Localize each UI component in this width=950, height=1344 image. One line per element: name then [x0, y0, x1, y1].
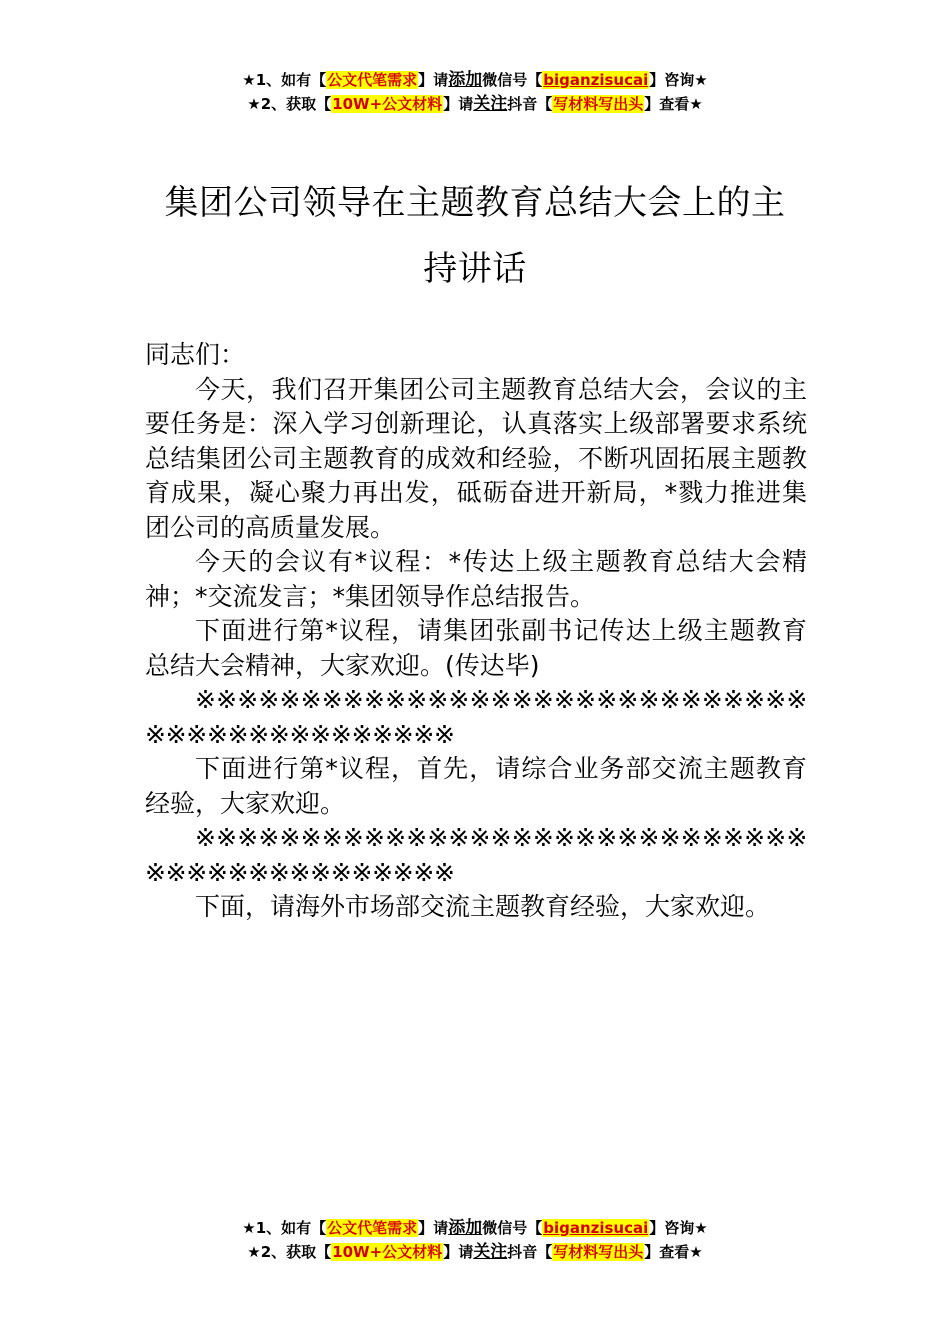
footer-banner-line-2: ★2、获取【10W+公文材料】请关注抖音【写材料写出头】查看★ [247, 1242, 703, 1262]
header-emphasis-follow: 关注 [473, 94, 508, 114]
footer-banner [0, 1216, 950, 1264]
header-highlight-service: 公文代笔需求 [327, 71, 418, 89]
paragraph-item-one: 下面进行第*议程，请集团张副书记传达上级主题教育总结大会精神，大家欢迎。(传达毕) [145, 616, 807, 680]
paragraph-opening: 今天，我们召开集团公司主题教育总结大会，会议的主要任务是：深入学习创新理论，认真落实上级部署要求系统总结集团公司主题教育的成效和经验，不断巩固拓展主题教育成果，凝心聚力再出发，砥砺奋进开新局，*戮力推进集团公司的高质量发展。 [145, 374, 807, 542]
paragraph-agenda: 今天的会议有*议程：*传达上级主题教育总结大会精神；*交流发言；*集团领导作总结报告。 [145, 547, 807, 611]
header-banner-line-1: ★1、如有【公文代笔需求】请添加微信号【biganzisucai】咨询★ [242, 70, 708, 90]
footer-douyin-account[interactable]: 写材料写出头 [553, 1243, 644, 1261]
footer-highlight-materials: 10W+公文材料 [332, 1243, 443, 1261]
document-title-line-2: 持讲话 [423, 249, 527, 289]
header-banner [0, 68, 950, 116]
footer-highlight-service: 公文代笔需求 [327, 1219, 418, 1237]
document-title [145, 170, 805, 302]
footer-wechat-id[interactable]: biganzisucai [543, 1219, 649, 1237]
greeting: 同志们： [145, 340, 246, 369]
header-wechat-id[interactable]: biganzisucai [543, 71, 649, 89]
header-douyin-account[interactable]: 写材料写出头 [553, 95, 644, 113]
footer-emphasis-follow: 关注 [473, 1242, 508, 1262]
paragraph-item-two: 下面进行第*议程，首先，请综合业务部交流主题教育经验，大家欢迎。 [145, 754, 807, 818]
footer-banner-line-1: ★1、如有【公文代笔需求】请添加微信号【biganzisucai】咨询★ [242, 1218, 708, 1238]
header-highlight-materials: 10W+公文材料 [332, 95, 443, 113]
footer-emphasis-add: 添加 [448, 1218, 483, 1238]
document-body [145, 338, 807, 925]
header-emphasis-add: 添加 [448, 70, 483, 90]
paragraph-overseas: 下面，请海外市场部交流主题教育经验，大家欢迎。 [195, 892, 771, 921]
placeholder-separator-1: ※※※※※※※※※※※※※※※※※※※※※※※※※※※※※※※※※※※※※※※※※※※※ [145, 685, 807, 749]
header-banner-line-2: ★2、获取【10W+公文材料】请关注抖音【写材料写出头】查看★ [247, 94, 703, 114]
document-title-line-1: 集团公司领导在主题教育总结大会上的主 [164, 183, 786, 223]
placeholder-separator-2: ※※※※※※※※※※※※※※※※※※※※※※※※※※※※※※※※※※※※※※※※※※※※ [145, 823, 807, 887]
